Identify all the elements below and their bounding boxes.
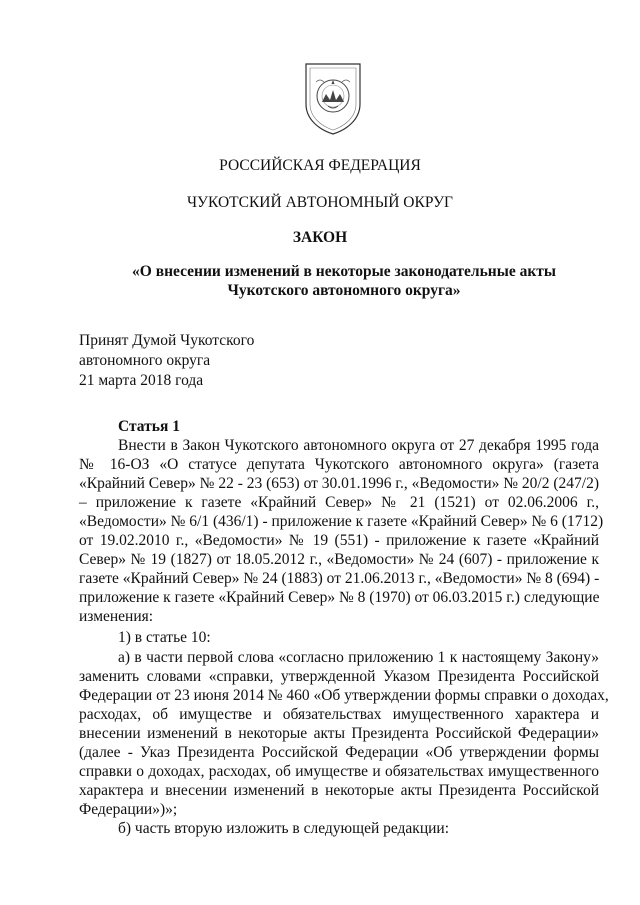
text-line: № 16-ОЗ «О статусе депутата Чукотского автономного округа» (газета [79, 456, 599, 473]
law-title-line2: Чукотского автономного округа» [227, 282, 461, 299]
text-line: характера и внесении изменений в некоторые акты Президента Российской [79, 782, 599, 799]
text-line: (далее - Указ Президента Российской Федерации «Об утверждении формы [79, 744, 599, 761]
adoption-line2: автономного округа [79, 352, 211, 369]
text-line: Федерации»)»; [79, 801, 178, 818]
doc-type-heading: ЗАКОН [292, 229, 348, 246]
article-intro-paragraph [79, 436, 604, 626]
adoption-line3: 21 марта 2018 года [79, 372, 204, 389]
text-line: газете «Крайний Север» № 24 (1883) от 21.06.2013 г., «Ведомости» № 8 (694) - [79, 570, 600, 587]
text-line: «Ведомости» № 6/1 (436/1) - приложение к газете «Крайний Север» № 6 (1712) [79, 513, 604, 530]
text-line: – приложение к газете «Крайний Север» № 21 (1521) от 02.06.2006 г., [79, 494, 599, 511]
item1b-paragraph [79, 819, 599, 838]
text-line: справки о доходах, расходах, об имуществе и обязательствах имущественного [79, 763, 599, 780]
text-line: приложение к газете «Крайний Север» № 8 (1970) от 06.03.2015 г.) следующие [79, 589, 600, 606]
adoption-info [79, 331, 254, 391]
text-line: расходах, об имуществе и обязательствах имущественного характера и [79, 706, 599, 723]
item1-heading: 1) в статье 10: [118, 629, 211, 646]
text-line: Федерации от 23 июня 2014 № 460 «Об утверждении формы справки о доходах, [79, 687, 609, 704]
item1-heading-paragraph [79, 628, 599, 647]
emblem-icon [300, 60, 366, 136]
country-heading: РОССИЙСКАЯ ФЕДЕРАЦИЯ [219, 157, 421, 174]
item1a-paragraph [79, 648, 609, 819]
text-line: заменить словами «справки, утвержденной Указом Президента Российской [79, 668, 599, 685]
text-line: изменения: [79, 608, 154, 625]
text-line: внесении изменений в некоторые акты Президента Российской Федерации» [79, 725, 599, 742]
text-line: Север» № 19 (1827) от 18.05.2012 г., «Ведомости» № 24 (607) - приложение к [79, 551, 599, 568]
text-line: «Крайний Север» № 22 - 23 (653) от 30.01.1996 г., «Ведомости» № 20/2 (247/2) [79, 475, 599, 492]
text-line: Внести в Закон Чукотского автономного округа от 27 декабря 1995 года [118, 437, 599, 454]
text-line: от 19.02.2010 г., «Ведомости» № 19 (551) - приложение к газете «Крайний [79, 532, 599, 549]
item1b-text: б) часть вторую изложить в следующей редакции: [118, 820, 450, 837]
article-title: Статья 1 [118, 418, 180, 435]
law-title-line1: «О внесении изменений в некоторые законодательные акты [132, 263, 556, 280]
coat-of-arms-emblem [300, 60, 366, 136]
text-line: а) в части первой слова «согласно приложению 1 к настоящему Закону» [118, 649, 599, 666]
region-heading: ЧУКОТСКИЙ АВТОНОМНЫЙ ОКРУГ [186, 194, 454, 211]
adoption-line1: Принят Думой Чукотского [79, 332, 255, 349]
